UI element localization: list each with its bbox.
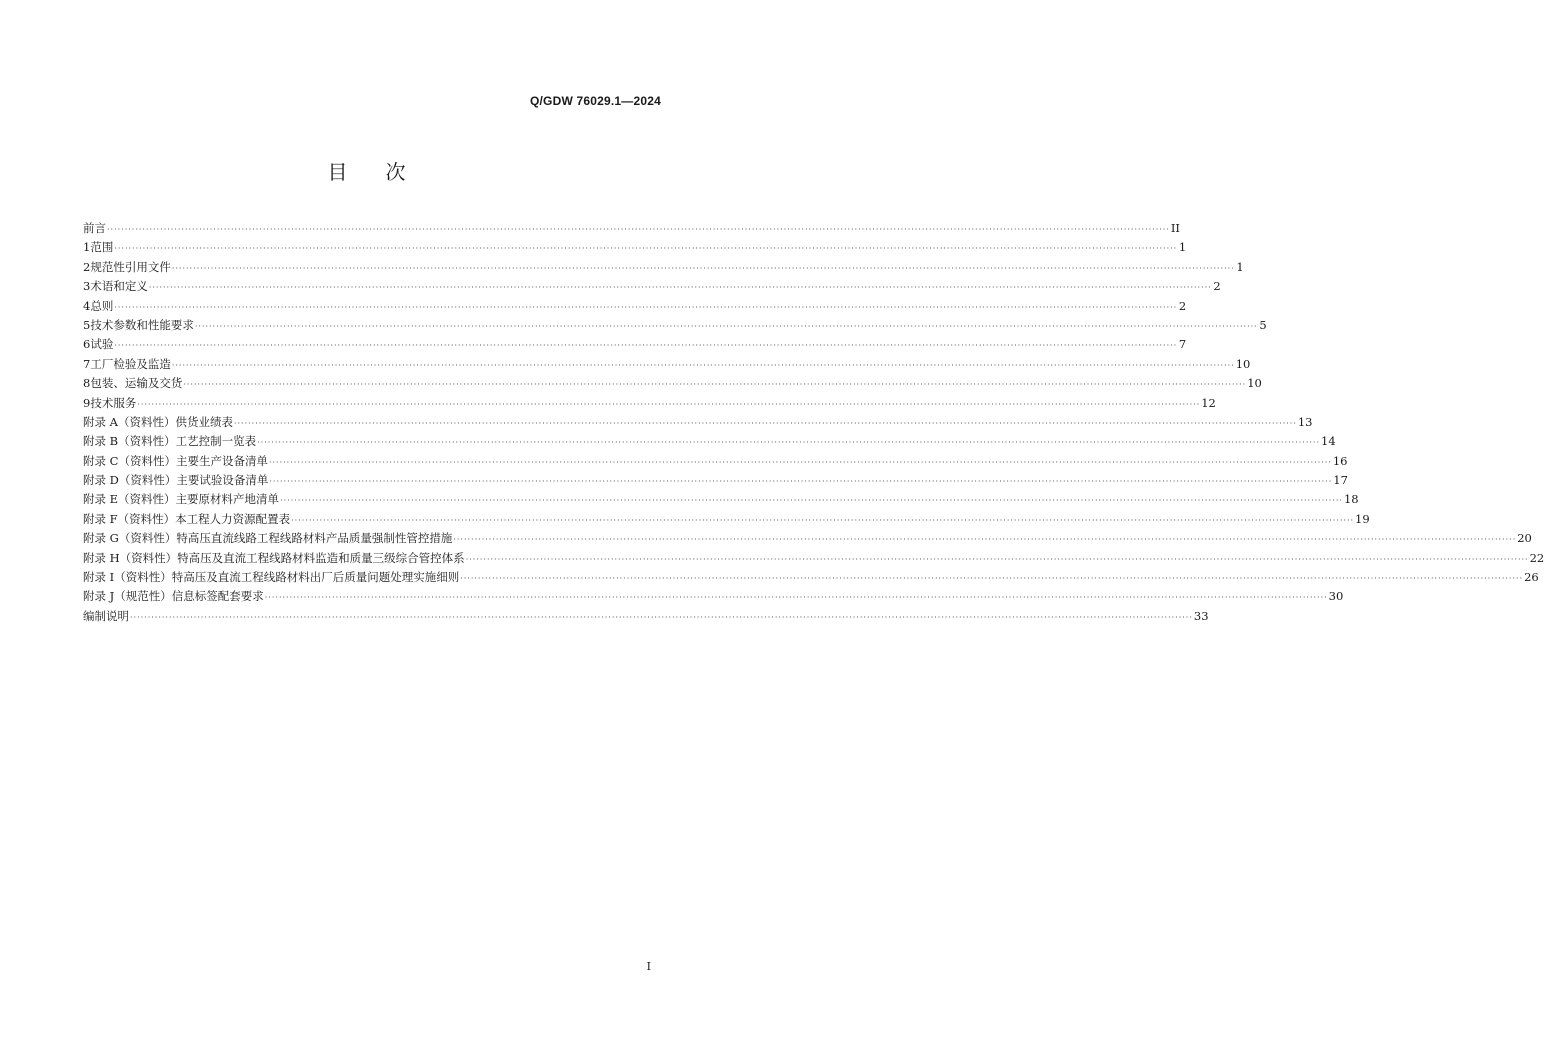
- toc-dot-leader: ············································································································································································································································································································: [171, 263, 1235, 273]
- toc-entry-appendix-label: 附录 A（资料性）: [83, 414, 176, 429]
- toc-entry-number: 7: [83, 356, 91, 371]
- toc-entry[interactable]: [83, 317, 1267, 336]
- toc-dot-leader: ············································································································································································································································································································: [114, 302, 1178, 312]
- toc-entry-appendix-label: 附录 G（资料性）: [83, 531, 177, 546]
- page-title: 目次: [327, 160, 444, 184]
- toc-entry[interactable]: [83, 395, 1216, 414]
- toc-entry[interactable]: [83, 550, 1544, 569]
- toc-dot-leader: ············································································································································································································································································································: [268, 457, 1332, 467]
- toc-entry-title: 技术参数和性能要求: [90, 317, 194, 332]
- toc-dot-leader: ············································································································································································································································································································: [465, 554, 1529, 564]
- toc-entry-page: 2: [1178, 298, 1187, 313]
- toc-entry-page: 14: [1321, 434, 1336, 449]
- toc-entry-title: 供货业绩表: [175, 414, 233, 429]
- toc-entry[interactable]: [83, 491, 1359, 510]
- standard-code: Q/GDW 76029.1—2024: [529, 94, 661, 108]
- toc-entry-page: 2: [1213, 279, 1221, 294]
- toc-entry-appendix-label: 附录 H（资料性）: [83, 550, 178, 565]
- toc-dot-leader: ············································································································································································································································································································: [269, 477, 1333, 487]
- toc-dot-leader: ············································································································································································································································································································: [148, 283, 1212, 293]
- toc-entry-title: 工厂检验及监造: [90, 356, 171, 371]
- toc-dot-leader: ············································································································································································································································································································: [233, 418, 1297, 428]
- toc-entry[interactable]: [83, 278, 1221, 297]
- toc-entry-page: 7: [1178, 337, 1187, 352]
- toc-dot-leader: ············································································································································································································································································································: [264, 593, 1328, 603]
- toc-entry-page: 16: [1332, 453, 1348, 468]
- toc-entry-title: 试验: [90, 337, 114, 352]
- toc-entry-appendix-label: 附录 F（资料性）: [83, 511, 176, 526]
- toc-entry-title: 编制说明: [83, 608, 129, 623]
- toc-entry-number: 3: [83, 279, 91, 294]
- toc-dot-leader: ············································································································································································································································································································: [114, 244, 1178, 254]
- toc-entry-title: 术语和定义: [90, 279, 148, 294]
- toc-entry-number: 4: [83, 298, 91, 313]
- toc-entry-title: 主要试验设备清单: [176, 473, 269, 488]
- toc-dot-leader: ············································································································································································································································································································: [460, 574, 1524, 584]
- toc-entry-title: 本工程人力资源配置表: [175, 511, 291, 526]
- toc-dot-leader: ············································································································································································································································································································: [114, 341, 1178, 351]
- toc-dot-leader: ············································································································································································································································································································: [291, 515, 1355, 525]
- toc-entry[interactable]: [83, 569, 1539, 588]
- toc-dot-leader: ············································································································································································································································································································: [171, 360, 1235, 370]
- toc-entry-page: 13: [1297, 414, 1313, 429]
- toc-entry[interactable]: [83, 259, 1244, 278]
- toc-entry-appendix-label: 附录 I（资料性）: [83, 570, 172, 585]
- toc-entry[interactable]: [83, 472, 1348, 491]
- toc-entry-page: 20: [1517, 531, 1532, 546]
- toc-entry-page: 30: [1328, 589, 1344, 604]
- toc-dot-leader: ············································································································································································································································································································: [194, 321, 1258, 331]
- toc-entry[interactable]: [83, 220, 1180, 239]
- toc-entry-page: 10: [1247, 376, 1262, 391]
- toc-entry-page: 33: [1193, 608, 1209, 623]
- toc-entry-title: 包装、运输及交货: [90, 376, 183, 391]
- page-number: I: [646, 960, 651, 973]
- toc-entry-title: 主要生产设备清单: [175, 453, 268, 468]
- toc-entry-number: 9: [83, 395, 91, 410]
- toc-dot-leader: ············································································································································································································································································································: [137, 399, 1201, 409]
- toc-dot-leader: ············································································································································································································································································································: [257, 438, 1320, 448]
- toc-entry-title: 特高压直流线路工程线路材料产品质量强制性管控措施: [176, 531, 453, 546]
- toc-entry-page: 18: [1343, 492, 1359, 507]
- toc-entry-page: 26: [1524, 570, 1539, 585]
- toc-dot-leader: ············································································································································································································································································································: [183, 380, 1247, 390]
- toc-entry[interactable]: [83, 511, 1370, 530]
- toc-entry-appendix-label: 附录 D（资料性）: [83, 473, 177, 488]
- toc-entry-page: 10: [1235, 356, 1251, 371]
- toc-entry-number: 1: [83, 240, 91, 255]
- toc-dot-leader: ············································································································································································································································································································: [130, 612, 1193, 622]
- toc-entry[interactable]: [83, 453, 1348, 472]
- toc-entry-number: 8: [83, 376, 91, 391]
- toc-entry-title: 技术服务: [90, 395, 137, 410]
- toc-entry-number: 6: [83, 337, 91, 352]
- toc-dot-leader: ············································································································································································································································································································: [280, 496, 1343, 506]
- table-of-contents: [83, 220, 1544, 627]
- toc-entry-title: 范围: [90, 240, 114, 255]
- toc-entry[interactable]: [83, 588, 1344, 607]
- toc-entry-number: 5: [83, 317, 91, 332]
- toc-entry[interactable]: [83, 375, 1262, 394]
- toc-entry-appendix-label: 附录 J（规范性）: [83, 589, 172, 604]
- toc-entry-page: 12: [1201, 395, 1216, 410]
- toc-entry-page: II: [1170, 221, 1180, 235]
- toc-entry-title: 信息标签配套要求: [171, 589, 264, 604]
- toc-entry-page: 1: [1236, 259, 1244, 274]
- toc-dot-leader: ············································································································································································································································································································: [453, 535, 1517, 545]
- toc-entry-page: 5: [1259, 317, 1267, 332]
- toc-entry[interactable]: [83, 298, 1187, 317]
- toc-entry-appendix-label: 附录 E（资料性）: [83, 492, 176, 507]
- toc-entry-title: 特高压及直流工程线路材料出厂后质量问题处理实施细则: [171, 570, 460, 585]
- toc-entry[interactable]: [83, 336, 1187, 355]
- toc-entry-title: 特高压及直流工程线路材料监造和质量三级综合管控体系: [177, 550, 465, 565]
- toc-entry-title: 工艺控制一览表: [175, 434, 257, 449]
- toc-entry-appendix-label: 附录 C（资料性）: [83, 453, 176, 468]
- toc-entry-page: 19: [1355, 511, 1370, 526]
- toc-entry-appendix-label: 附录 B（资料性）: [83, 434, 176, 449]
- toc-entry[interactable]: [83, 530, 1532, 549]
- toc-entry-title: 前言: [83, 221, 106, 235]
- toc-entry-number: 2: [83, 259, 91, 274]
- toc-entry[interactable]: [83, 356, 1251, 375]
- toc-entry-title: 总则: [90, 298, 114, 313]
- toc-entry[interactable]: [83, 414, 1313, 433]
- toc-entry-title: 规范性引用文件: [90, 259, 171, 274]
- toc-entry[interactable]: [83, 608, 1209, 627]
- toc-entry[interactable]: [83, 433, 1336, 452]
- toc-entry[interactable]: [83, 239, 1187, 258]
- toc-entry-page: 22: [1529, 550, 1544, 565]
- toc-entry-page: 1: [1178, 240, 1187, 255]
- toc-entry-title: 主要原材料产地清单: [175, 492, 280, 507]
- toc-dot-leader: ············································································································································································································································································································: [107, 225, 1170, 234]
- toc-entry-page: 17: [1333, 473, 1348, 488]
